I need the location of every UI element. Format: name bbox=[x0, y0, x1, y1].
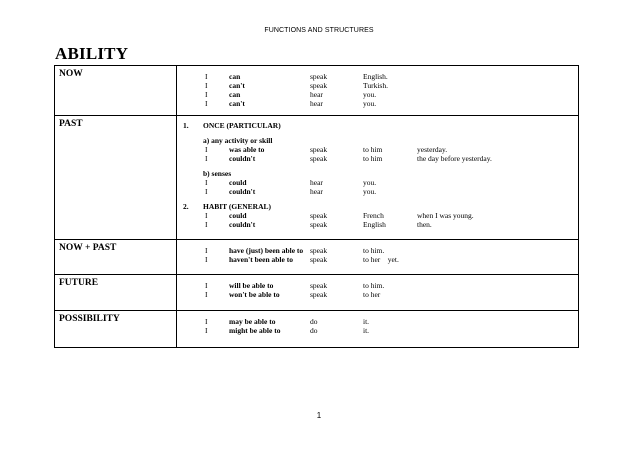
modal: might be able to bbox=[229, 326, 281, 335]
object: to him. bbox=[363, 281, 385, 290]
object: English bbox=[363, 220, 386, 229]
verb: speak bbox=[310, 145, 328, 154]
modal: have (just) been able to bbox=[229, 246, 304, 255]
object: French bbox=[363, 211, 384, 220]
row-possibility bbox=[55, 311, 579, 348]
modal: can bbox=[229, 90, 241, 99]
heading-habit bbox=[183, 202, 271, 211]
object: to her bbox=[363, 290, 381, 299]
subject: I bbox=[205, 72, 208, 81]
object: you. bbox=[363, 90, 377, 99]
object: Turkish. bbox=[363, 81, 388, 90]
subject: I bbox=[205, 220, 208, 229]
object: to him. bbox=[363, 246, 385, 255]
modal: couldn't bbox=[229, 220, 256, 229]
object: it. bbox=[363, 326, 370, 335]
subject: I bbox=[205, 99, 208, 108]
subject: I bbox=[205, 255, 208, 264]
modal: won't be able to bbox=[229, 290, 280, 299]
content-now-past bbox=[177, 240, 579, 275]
content-now bbox=[177, 66, 579, 116]
subject: I bbox=[205, 81, 208, 90]
modal: can't bbox=[229, 81, 245, 90]
subject: I bbox=[205, 281, 208, 290]
subheading-senses: b) senses bbox=[203, 169, 232, 178]
page-title: ABILITY bbox=[55, 44, 129, 63]
time-expression: when I was young. bbox=[417, 211, 474, 220]
subject: I bbox=[205, 178, 208, 187]
object: to him bbox=[363, 154, 383, 163]
label-future: FUTURE bbox=[55, 275, 177, 311]
object: English. bbox=[363, 72, 388, 81]
ability-table bbox=[54, 65, 579, 348]
time-expression: the day before yesterday. bbox=[417, 154, 492, 163]
verb: do bbox=[310, 326, 318, 335]
heading-habit-title: HABIT (GENERAL) bbox=[203, 202, 271, 211]
object: you. bbox=[363, 99, 377, 108]
content-possibility bbox=[177, 311, 579, 348]
verb: speak bbox=[310, 290, 328, 299]
verb: speak bbox=[310, 281, 328, 290]
subject: I bbox=[205, 145, 208, 154]
content-future bbox=[177, 275, 579, 311]
label-now: NOW bbox=[55, 66, 177, 116]
modal: may be able to bbox=[229, 317, 276, 326]
row-now bbox=[55, 66, 579, 116]
row-future bbox=[55, 275, 579, 311]
verb: hear bbox=[310, 90, 323, 99]
subject: I bbox=[205, 326, 208, 335]
modal: will be able to bbox=[229, 281, 274, 290]
verb: hear bbox=[310, 178, 323, 187]
verb: speak bbox=[310, 211, 328, 220]
time-expression: yesterday. bbox=[417, 145, 448, 154]
verb: hear bbox=[310, 99, 323, 108]
modal: couldn't bbox=[229, 187, 256, 196]
label-possibility: POSSIBILITY bbox=[55, 311, 177, 348]
verb: speak bbox=[310, 220, 328, 229]
subject: I bbox=[205, 90, 208, 99]
row-now-past bbox=[55, 240, 579, 275]
time-expression: then. bbox=[417, 220, 432, 229]
heading-habit-number: 2. bbox=[183, 202, 189, 211]
heading-once bbox=[183, 121, 281, 130]
subject: I bbox=[205, 317, 208, 326]
verb: speak bbox=[310, 255, 328, 264]
modal: haven't been able to bbox=[229, 255, 293, 264]
modal: can bbox=[229, 72, 241, 81]
modal: can't bbox=[229, 99, 245, 108]
modal: was able to bbox=[229, 145, 265, 154]
row-past bbox=[55, 116, 579, 240]
modal: could bbox=[229, 178, 247, 187]
verb: speak bbox=[310, 154, 328, 163]
object: to her yet. bbox=[363, 255, 399, 264]
modal: couldn't bbox=[229, 154, 256, 163]
object: you. bbox=[363, 187, 377, 196]
label-past: PAST bbox=[55, 116, 177, 240]
verb: do bbox=[310, 317, 318, 326]
label-now-past: NOW + PAST bbox=[55, 240, 177, 275]
subject: I bbox=[205, 154, 208, 163]
verb: speak bbox=[310, 72, 328, 81]
object: to him bbox=[363, 145, 383, 154]
subheading-activity: a) any activity or skill bbox=[203, 136, 273, 145]
verb: speak bbox=[310, 81, 328, 90]
object: you. bbox=[363, 178, 377, 187]
modal: could bbox=[229, 211, 247, 220]
subject: I bbox=[205, 246, 208, 255]
subject: I bbox=[205, 211, 208, 220]
page-header: FUNCTIONS AND STRUCTURES bbox=[264, 27, 374, 34]
heading-once-title: ONCE (PARTICULAR) bbox=[203, 121, 281, 130]
page-number: 1 bbox=[316, 411, 322, 420]
heading-once-number: 1. bbox=[183, 121, 189, 130]
subject: I bbox=[205, 187, 208, 196]
content-past bbox=[177, 116, 579, 240]
object: it. bbox=[363, 317, 370, 326]
verb: speak bbox=[310, 246, 328, 255]
verb: hear bbox=[310, 187, 323, 196]
subject: I bbox=[205, 290, 208, 299]
